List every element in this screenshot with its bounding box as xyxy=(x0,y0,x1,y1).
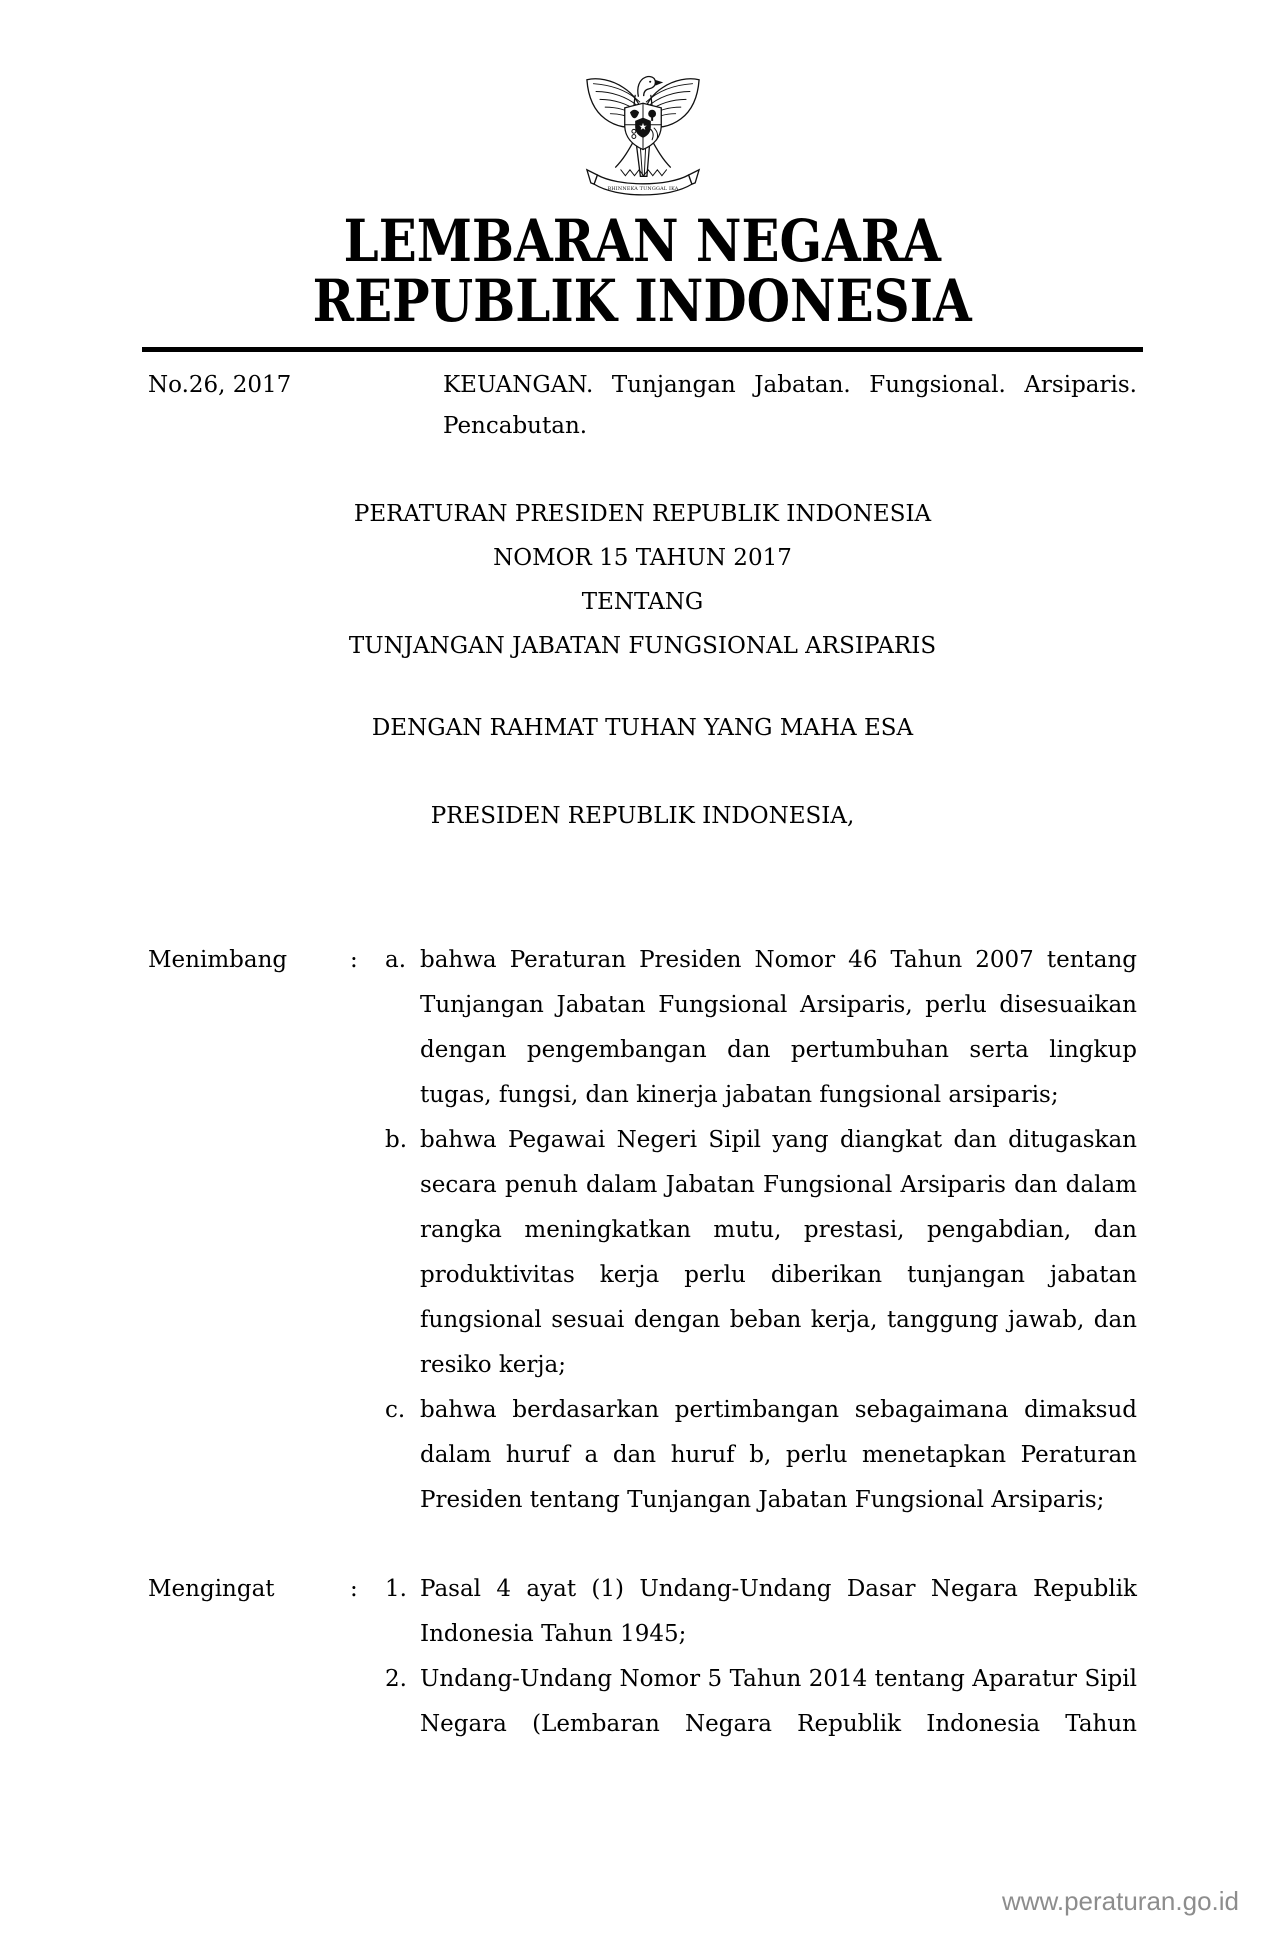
gazette-number: No.26, 2017 xyxy=(148,372,292,398)
menimbang-section xyxy=(148,938,1137,1523)
mengingat-item-2 xyxy=(385,1657,1137,1747)
menimbang-item-a xyxy=(385,938,1137,1118)
mengingat-colon: : xyxy=(350,1576,358,1602)
item-text: Pasal 4 ayat (1) Undang-Undang Dasar Negara Republik Indonesia Tahun 1945; xyxy=(420,1576,1137,1647)
gazette-title-line-2 xyxy=(148,267,1137,335)
item-marker: b. xyxy=(385,1127,408,1153)
mengingat-item-1 xyxy=(385,1567,1137,1657)
mengingat-items xyxy=(385,1567,1137,1747)
regulation-number-line: NOMOR 15 TAHUN 2017 xyxy=(493,545,792,571)
item-marker: 2. xyxy=(385,1666,407,1692)
gazette-title-line-1 xyxy=(148,207,1137,275)
regulation-title-line: PERATURAN PRESIDEN REPUBLIK INDONESIA xyxy=(353,501,932,527)
menimbang-items xyxy=(385,938,1137,1523)
gazette-title-text-1: LEMBARAN NEGARA xyxy=(343,207,942,275)
item-text: bahwa Peraturan Presiden Nomor 46 Tahun 2007 tentang Tunjangan Jabatan Fungsional Arsiparis, perlu disesuaikan dengan pengembangan dan pertumbuhan serta lingkup tugas, fungsi, dan kinerja jabatan fungsional arsiparis; xyxy=(420,947,1137,1108)
header-divider-rule xyxy=(142,347,1143,352)
gazette-title xyxy=(148,207,1137,335)
menimbang-item-c xyxy=(385,1388,1137,1523)
garuda-eagle-icon xyxy=(574,55,712,205)
item-text: bahwa Pegawai Negeri Sipil yang diangkat dan ditugaskan secara penuh dalam Jabatan Fungsional Arsiparis dan dalam rangka meningkatkan mutu, prestasi, pengabdian, dan produktivitas kerja perlu diberikan tunjangan jabatan fungsional sesuai dengan beban kerja, tanggung jawab, dan resiko kerja; xyxy=(420,1127,1137,1378)
menimbang-colon: : xyxy=(350,947,358,973)
item-text: Undang-Undang Nomor 5 Tahun 2014 tentang Aparatur Sipil Negara (Lembaran Negara Republik Indonesia Tahun xyxy=(420,1666,1137,1737)
mengingat-label: Mengingat xyxy=(148,1576,275,1602)
item-text: bahwa berdasarkan pertimbangan sebagaimana dimaksud dalam huruf a dan huruf b, perlu menetapkan Peraturan Presiden tentang Tunjangan Jabatan Fungsional Arsiparis; xyxy=(420,1397,1137,1513)
garuda-pancasila-emblem xyxy=(574,55,712,205)
menimbang-item-b xyxy=(385,1118,1137,1388)
menimbang-label: Menimbang xyxy=(148,947,288,973)
regulation-heading-block xyxy=(148,492,1137,668)
issuer-line: PRESIDEN REPUBLIK INDONESIA, xyxy=(430,803,855,829)
gazette-subject: KEUANGAN. Tunjangan Jabatan. Fungsional. Arsiparis. Pencabutan. xyxy=(443,372,1137,439)
divine-grace-line: DENGAN RAHMAT TUHAN YANG MAHA ESA xyxy=(371,715,914,741)
regulation-about-line: TENTANG xyxy=(581,589,704,615)
gazette-title-text-2: REPUBLIK INDONESIA xyxy=(312,267,973,335)
mengingat-section xyxy=(148,1567,1137,1747)
source-watermark-url: www.peraturan.go.id xyxy=(1001,1886,1239,1916)
item-marker: c. xyxy=(385,1397,406,1423)
gazette-header-row xyxy=(148,365,1137,447)
emblem-motto-text: BHINNEKA TUNGGAL IKA xyxy=(607,186,678,192)
item-marker: 1. xyxy=(385,1576,407,1602)
item-marker: a. xyxy=(385,947,407,973)
regulation-subject-line: TUNJANGAN JABATAN FUNGSIONAL ARSIPARIS xyxy=(348,633,937,659)
